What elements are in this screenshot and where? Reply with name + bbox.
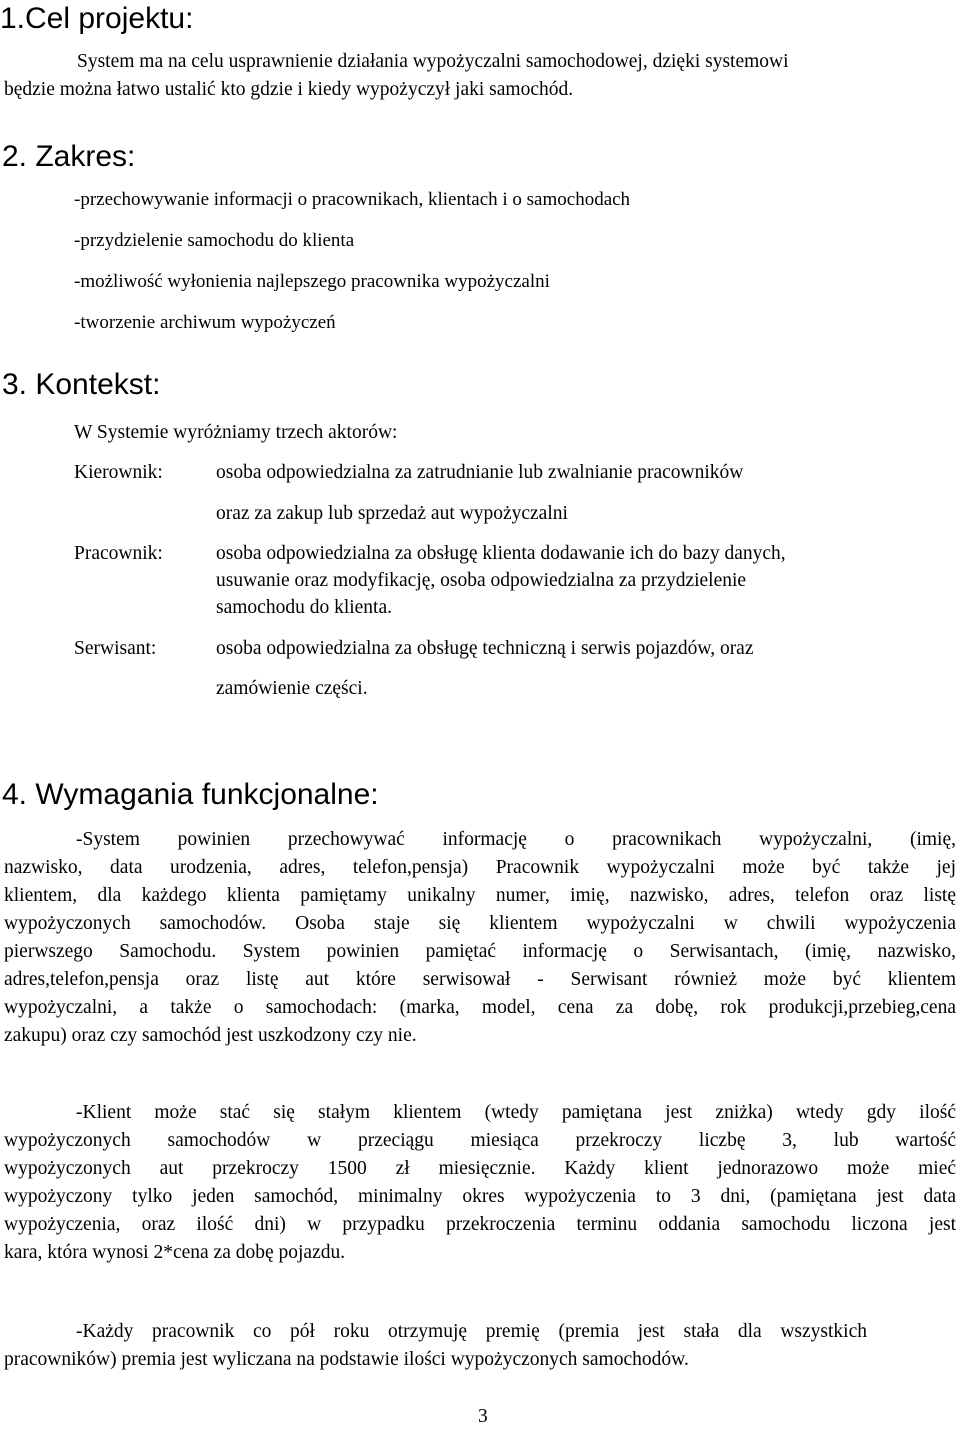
requirements-paragraph-2 xyxy=(4,1099,956,1267)
paragraph-line: zakupu) oraz czy samochód jest uszkodzony czy nie. xyxy=(4,1025,417,1046)
actor-description: oraz za zakup lub sprzedaż aut wypożyczalni xyxy=(216,503,568,524)
requirements-paragraph-3 xyxy=(4,1318,956,1374)
paragraph-line: wypożyczony tylko jeden samochód, minimalny okres wypożyczenia to 3 dni, (pamiętana jest data xyxy=(4,1186,956,1207)
actor-role: Pracownik: xyxy=(74,543,163,564)
paragraph-line: wypożyczonych aut przekroczy 1500 zł miesięcznie. Każdy klient jednorazowo może mieć xyxy=(4,1158,956,1179)
paragraph-line: nazwisko, data urodzenia, adres, telefon,pensja) Pracownik wypożyczalni może być także jej xyxy=(4,857,956,878)
section-2-heading: 2. Zakres: xyxy=(2,140,136,173)
scope-item: -tworzenie archiwum wypożyczeń xyxy=(74,312,336,333)
section-4-heading: 4. Wymagania funkcjonalne: xyxy=(2,778,379,811)
actor-description: osoba odpowiedzialna za obsługę techniczną i serwis pojazdów, oraz xyxy=(216,638,754,659)
section-1-heading: 1.Cel projektu: xyxy=(0,2,194,35)
requirements-paragraph-1 xyxy=(4,826,956,1050)
section-1-line-2: będzie można łatwo ustalić kto gdzie i kiedy wypożyczył jaki samochód. xyxy=(4,79,574,100)
section-3-heading: 3. Kontekst: xyxy=(2,368,161,401)
scope-item: -możliwość wyłonienia najlepszego pracownika wypożyczalni xyxy=(74,271,550,292)
actor-description: zamówienie części. xyxy=(216,678,368,699)
paragraph-line: wypożyczalni, a także o samochodach: (marka, model, cena za dobę, rok produkcji,przebieg,cena xyxy=(4,997,956,1018)
actor-role: Serwisant: xyxy=(74,638,157,659)
paragraph-line: klientem, dla każdego klienta pamiętamy unikalny numer, imię, nazwisko, adres, telefon oraz listę xyxy=(4,885,956,906)
paragraph-line: -Klient może stać się stałym klientem (wtedy pamiętana jest zniżka) wtedy gdy ilość xyxy=(76,1102,956,1123)
paragraph-line: pierwszego Samochodu. System powinien pamiętać informację o Serwisantach, (imię, nazwisko, xyxy=(4,941,956,962)
scope-item: -przechowywanie informacji o pracownikach, klientach i o samochodach xyxy=(74,189,631,210)
paragraph-line: wypożyczonych samochodów. Osoba staje się klientem wypożyczalni w chwili wypożyczenia xyxy=(4,913,956,934)
actor-description: osoba odpowiedzialna za obsługę klienta dodawanie ich do bazy danych, xyxy=(216,543,786,564)
paragraph-line: -System powinien przechowywać informację o pracownikach wypożyczalni, (imię, xyxy=(76,829,956,850)
paragraph-line: adres,telefon,pensja oraz listę aut które serwisował - Serwisant również może być klientem xyxy=(4,969,956,990)
actor-description: usuwanie oraz modyfikację, osoba odpowiedzialna za przydzielenie xyxy=(216,570,747,591)
paragraph-line: wypożyczonych samochodów w przeciągu miesiąca przekroczy liczbę 3, lub wartość xyxy=(4,1130,956,1151)
actor-description: osoba odpowiedzialna za zatrudnianie lub zwalnianie pracowników xyxy=(216,462,744,483)
page-number: 3 xyxy=(478,1406,488,1427)
context-intro: W Systemie wyróżniamy trzech aktorów: xyxy=(74,422,398,443)
actor-role: Kierownik: xyxy=(74,462,163,483)
paragraph-line: pracowników) premia jest wyliczana na podstawie ilości wypożyczonych samochodów. xyxy=(4,1349,689,1370)
section-1-line-1: System ma na celu usprawnienie działania wypożyczalni samochodowej, dzięki systemowi xyxy=(77,51,789,72)
paragraph-line: kara, która wynosi 2*cena za dobę pojazdu. xyxy=(4,1242,346,1263)
paragraph-line: wypożyczenia, oraz ilość dni) w przypadku przekroczenia terminu oddania samochodu liczona jest xyxy=(4,1214,956,1235)
scope-item: -przydzielenie samochodu do klienta xyxy=(74,230,355,251)
actor-description: samochodu do klienta. xyxy=(216,597,393,618)
paragraph-line: -Każdy pracownik co pół roku otrzymuję premię (premia jest stała dla wszystkich xyxy=(76,1321,867,1342)
